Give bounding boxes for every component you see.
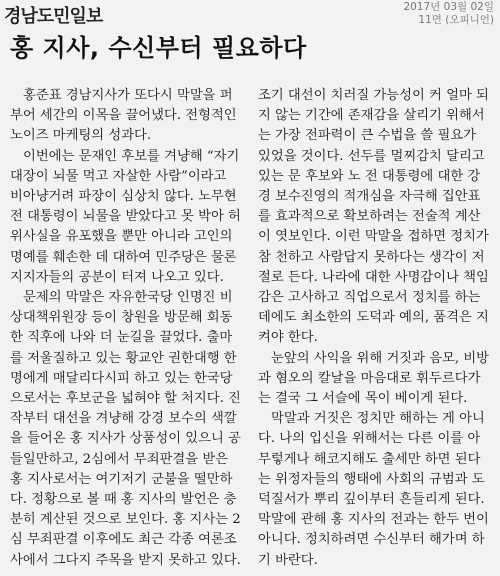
article-body-right-column [258, 86, 492, 571]
body-line: 작부터 대선을 겨냥해 강경 보수의 색깔 [10, 411, 237, 427]
body-line: 비아냥거려 파장이 심상치 않다. 노무현 [10, 189, 237, 205]
body-line: 참 천하고 사람답지 못하다는 생각이 저 [258, 249, 485, 265]
body-line: 명예를 훼손한 데 대하여 민주당은 물론 [10, 249, 237, 265]
body-line: 을 들어온 홍 지사가 상품성이 있으니 공 [10, 431, 241, 447]
body-line: 눈앞의 사익을 위해 거짓과 음모, 비방 [271, 350, 490, 366]
body-line: 지지자들의 공분이 터져 나오고 있다. [10, 269, 224, 285]
body-line: 조기 대선이 치러질 가능성이 커 얼마 되 [258, 88, 489, 103]
body-line: 심 무죄판결 이후에도 최근 각종 여론조 [10, 532, 237, 548]
article-body-left-column [10, 86, 244, 571]
body-line: 경 보수진영의 적개심을 자극해 집안표 [258, 189, 481, 205]
body-line: 과 혐오의 칼날을 마음대로 휘두르다가 [258, 370, 481, 386]
body-line: 막말에 관해 홍 지사의 전과는 한두 번이 [258, 512, 489, 528]
newspaper-logo: 경남도민일보 [4, 6, 103, 27]
page-section: 11면 (오피니언) [418, 14, 494, 26]
body-line: 부어 세간의 이목을 끌어냈다. 전형적인 [10, 108, 237, 124]
publish-date: 2017년 03월 02일 [403, 1, 494, 13]
article-meta [403, 1, 494, 27]
body-line: 를 효과적으로 확보하려는 전술적 계산 [258, 209, 481, 225]
body-line: 분히 계산된 것으로 보인다. 홍 지사는 2 [10, 512, 241, 528]
body-line: 홍 지사로서는 여기저기 군불을 떨만하 [10, 471, 233, 487]
body-line: 를 저울질하고 있는 황교안 권한대행 한 [10, 350, 237, 366]
article-title: 홍 지사, 수신부터 필요하다 [10, 34, 307, 62]
body-line: 켜야 한다. [258, 330, 318, 346]
body-line: 절로 든다. 나라에 대한 사명감이나 책임 [258, 269, 489, 285]
body-line: 무렇게나 해코지해도 출세만 하면 된다 [258, 451, 481, 467]
body-line: 다. 나의 입신을 위해서는 다른 이를 아 [258, 431, 481, 447]
body-line: 사에서 그다지 주목을 받지 못하고 있다. [10, 552, 241, 568]
body-line: 덕질서가 뿌리 깊이부터 흔들리게 된다. [258, 492, 485, 508]
body-line: 위사실을 유포했을 뿐만 아니라 고인의 [10, 229, 233, 245]
body-line: 데에도 최소한의 도덕과 예의, 품격은 지 [258, 310, 489, 326]
body-line: 있는 문 후보와 노 전 대통령에 대한 강 [258, 168, 481, 184]
body-line: 다. 정황으로 볼 때 홍 지사의 발언은 충 [10, 492, 237, 508]
body-line: 들일만하고, 2심에서 무죄판결을 받은 [10, 451, 229, 467]
body-line: 는 위정자들의 행태에 사회의 규범과 도 [258, 471, 485, 487]
body-line: 노이즈 마케팅의 성과다. [10, 128, 152, 144]
body-line: 이 엿보인다. 이런 막말을 접하면 정치가 [258, 229, 489, 245]
body-line: 이번에는 문재인 후보를 겨냥해 “자기 [23, 148, 240, 164]
body-line: 기 바란다. [258, 552, 318, 568]
body-line: 한 직후에 나와 더 눈길을 끌었다. 출마 [10, 330, 233, 346]
body-line: 지 않는 기간에 존재감을 살리기 위해서 [258, 108, 485, 124]
body-line: 명에게 매달리다시피 하고 있는 한국당 [10, 370, 233, 386]
body-line: 상대책위원장 등이 창원을 방문해 회동 [10, 310, 233, 326]
body-line: 문제의 막말은 자유한국당 인명진 비 [23, 290, 233, 306]
body-line: 홍준표 경남지사가 또다시 막말을 퍼 [23, 88, 233, 103]
body-line: 대장이 뇌물 먹고 자살한 사람”이라고 [10, 168, 227, 184]
body-line: 감은 고사하고 직업으로서 정치를 하는 [258, 290, 481, 306]
body-line: 막말과 거짓은 정치만 해하는 게 아니 [271, 411, 485, 427]
body-line: 는 결국 그 서슬에 목이 베이게 된다. [258, 391, 468, 407]
body-line: 으로서는 후보군을 넓혀야 할 처지다. 진 [10, 391, 241, 407]
body-line: 아니다. 정치하려면 수신부터 해가며 하 [258, 532, 485, 548]
body-line: 전 대통령이 뇌물을 받았다고 못 박아 허 [10, 209, 241, 225]
body-line: 는 가장 전파력이 큰 수법을 쓸 필요가 [258, 128, 477, 144]
body-line: 있었을 것이다. 선두를 멀찌감치 달리고 [258, 148, 485, 164]
